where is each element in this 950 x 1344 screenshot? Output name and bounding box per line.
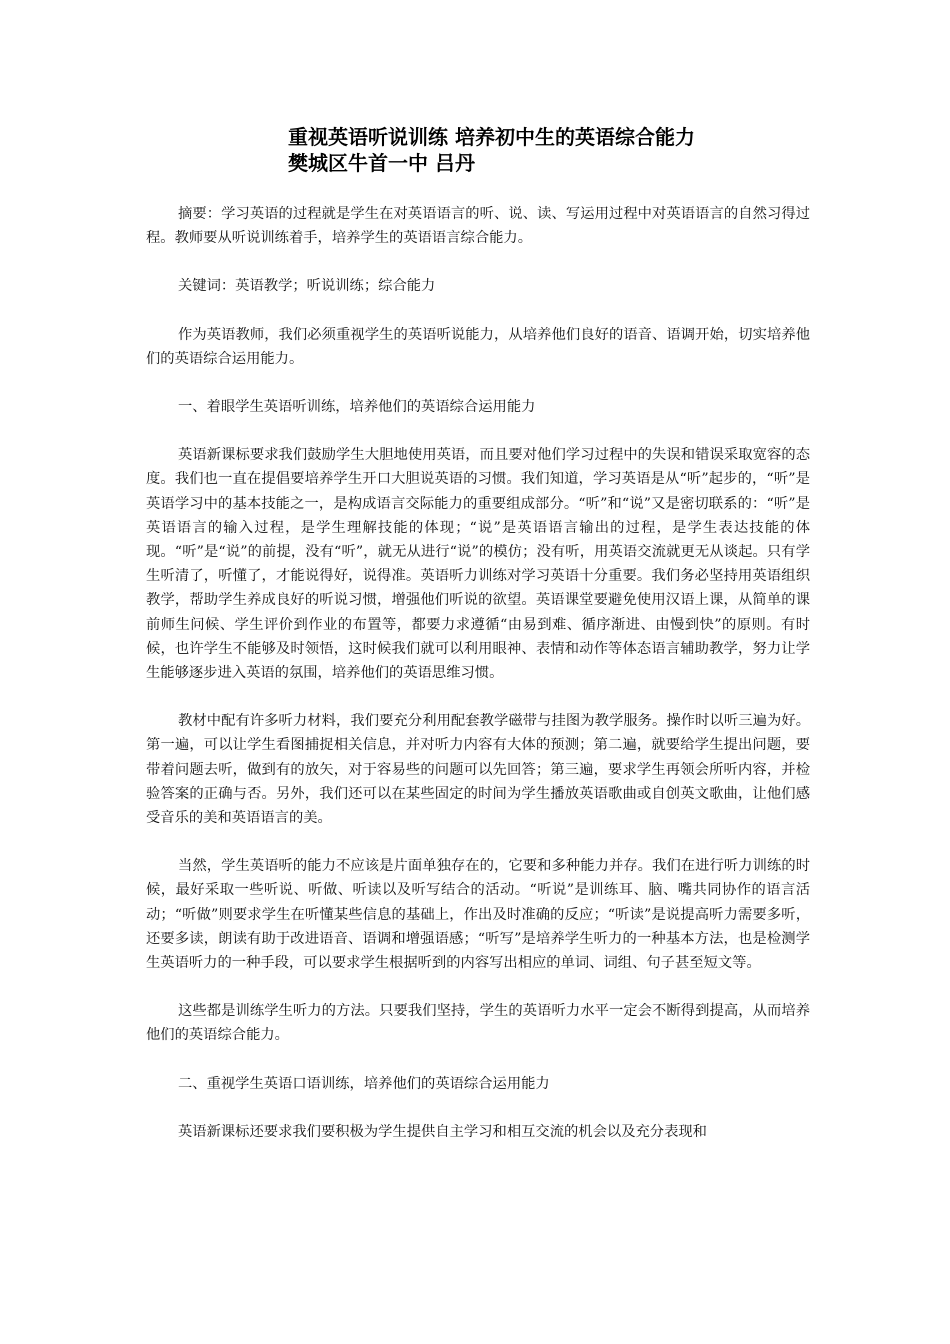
body-paragraph: 英语新课标还要求我们要积极为学生提供自主学习和相互交流的机会以及充分表现和	[178, 1123, 707, 1140]
document-title: 重视英语听说训练 培养初中生的英语综合能力	[288, 125, 695, 149]
body-paragraph: 这些都是训练学生听力的方法。只要我们坚持，学生的英语听力水平一定会不断得到提高，从而培养他们的英语综合能力。	[146, 1003, 810, 1044]
body-paragraph: 当然，学生英语听的能力不应该是片面单独存在的，它要和多种能力并存。我们在进行听力训练的时候，最好采取一些听说、听做、听读以及听写结合的活动。“听说”是训练耳、脑、嘴共同协作的语言活动；“听做”则要求学生在听懂某些信息的基础上，作出及时准确的反应；“听读”是说提高听力需要多听，还要多读，朗读有助于改进语音、语调和增强语感；“听写”是培养学生听力的一种基本方法，也是检测学生英语听力的一种手段，可以要求学生根据听到的内容写出相应的单词、词组、句子甚至短文等。	[146, 858, 810, 972]
keywords-paragraph: 关键词：英语教学；听说训练；综合能力	[178, 278, 436, 295]
title-block	[288, 124, 848, 176]
abstract-paragraph: 摘要：学习英语的过程就是学生在对英语语言的听、说、读、写运用过程中对英语语言的自然习得过程。教师要从听说训练着手，培养学生的英语语言综合能力。	[146, 206, 810, 247]
section-heading-2: 二、重视学生英语口语训练，培养他们的英语综合运用能力	[178, 1075, 550, 1092]
author-line: 樊城区牛首一中 吕丹	[288, 151, 475, 175]
section-heading-1: 一、着眼学生英语听训练，培养他们的英语综合运用能力	[178, 399, 536, 416]
document-body	[146, 202, 810, 1168]
intro-paragraph: 作为英语教师，我们必须重视学生的英语听说能力，从培养他们良好的语音、语调开始，切实培养他们的英语综合运用能力。	[146, 326, 810, 367]
body-paragraph: 教材中配有许多听力材料，我们要充分利用配套教学磁带与挂图为教学服务。操作时以听三遍为好。第一遍，可以让学生看图捕捉相关信息，并对听力内容有大体的预测；第二遍，就要给学生提出问题，要带着问题去听，做到有的放矢，对于容易些的问题可以先回答；第三遍，要求学生再领会所听内容，并检验答案的正确与否。另外，我们还可以在某些固定的时间为学生播放英语歌曲或自创英文歌曲，让他们感受音乐的美和英语语言的美。	[146, 713, 810, 827]
body-paragraph: 英语新课标要求我们鼓励学生大胆地使用英语，而且要对他们学习过程中的失误和错误采取宽容的态度。我们也一直在提倡要培养学生开口大胆说英语的习惯。我们知道，学习英语是从“听”起步的，“听”是英语学习中的基本技能之一，是构成语言交际能力的重要组成部分。“听”和“说”又是密切联系的：“听”是英语语言的输入过程，是学生理解技能的体现；“说”是英语语言输出的过程，是学生表达技能的体现。“听”是“说”的前提，没有“听”，就无从进行“说”的模仿；没有听，用英语交流就更无从谈起。只有学生听清了，听懂了，才能说得好，说得准。英语听力训练对学习英语十分重要。我们务必坚持用英语组织教学，帮助学生养成良好的听说习惯，增强他们听说的欲望。英语课堂要避免使用汉语上课，从简单的课前师生问候、学生评价到作业的布置等，都要力求遵循“由易到难、循序渐进、由慢到快”的原则。有时候，也许学生不能够及时领悟，这时候我们就可以利用眼神、表情和动作等体态语言辅助教学，努力让学生能够逐步进入英语的氛围，培养他们的英语思维习惯。	[146, 447, 810, 682]
